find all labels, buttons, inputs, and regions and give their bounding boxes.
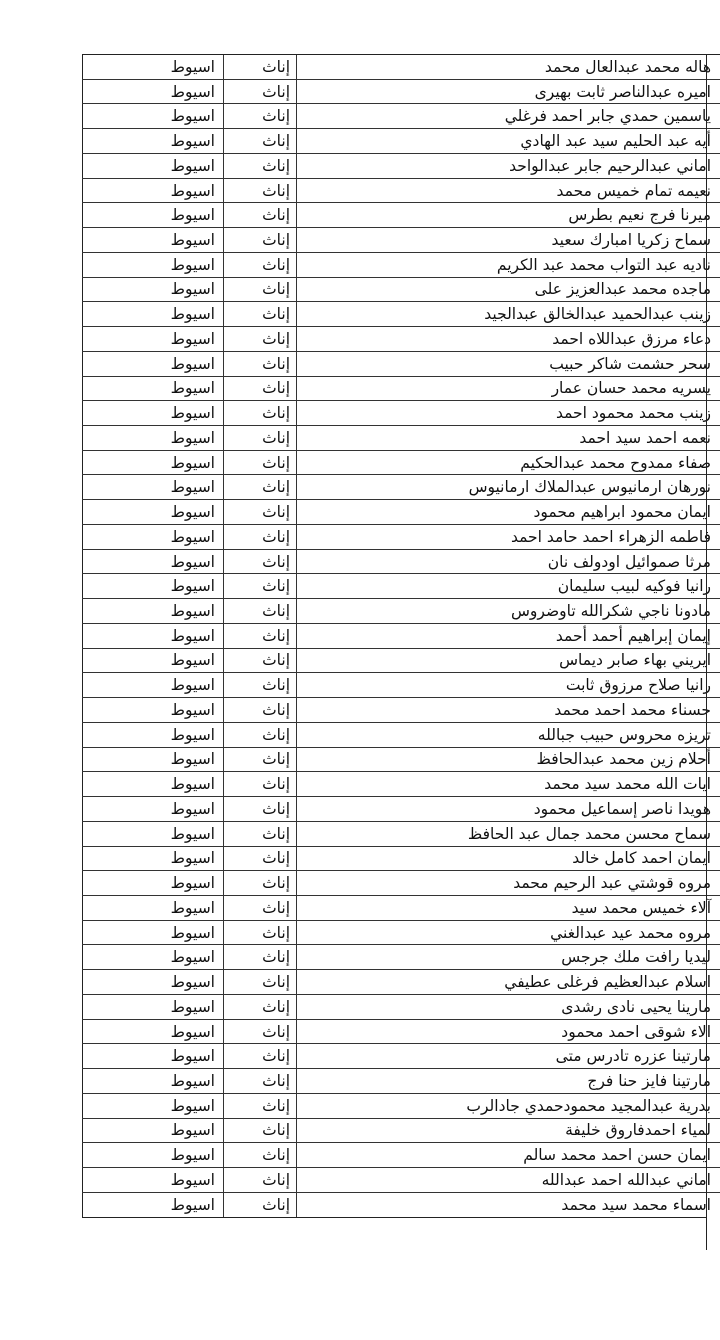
gender-cell: إناث — [224, 475, 297, 500]
gender-cell: إناث — [224, 994, 297, 1019]
name-cell: مرثا صموائيل اودولف نان — [297, 549, 720, 574]
name-cell: ايات الله محمد سيد محمد — [297, 772, 720, 797]
table-row — [83, 648, 720, 673]
governorate-cell: اسيوط — [83, 549, 224, 574]
gender-cell: إناث — [224, 1118, 297, 1143]
table-row — [83, 203, 720, 228]
name-cell: مارتينا عزره تادرس متى — [297, 1044, 720, 1069]
gender-cell: إناث — [224, 376, 297, 401]
gender-cell: إناث — [224, 673, 297, 698]
gender-cell: إناث — [224, 1143, 297, 1168]
table-row — [83, 846, 720, 871]
governorate-cell: اسيوط — [83, 698, 224, 723]
gender-cell: إناث — [224, 970, 297, 995]
table-row — [83, 129, 720, 154]
governorate-cell: اسيوط — [83, 648, 224, 673]
name-cell: زينب عبدالحميد عبدالخالق عبدالجيد — [297, 302, 720, 327]
name-cell: حسناء محمد احمد محمد — [297, 698, 720, 723]
name-cell: ايريني بهاء صابر ديماس — [297, 648, 720, 673]
gender-cell: إناث — [224, 524, 297, 549]
table-row — [83, 970, 720, 995]
gender-cell: إناث — [224, 1168, 297, 1193]
name-cell: ماجده محمد عبدالعزيز على — [297, 277, 720, 302]
name-cell: ايمان احمد كامل خالد — [297, 846, 720, 871]
governorate-cell: اسيوط — [83, 277, 224, 302]
gender-cell: إناث — [224, 327, 297, 352]
table-row — [83, 55, 720, 79]
gender-cell: إناث — [224, 945, 297, 970]
governorate-cell: اسيوط — [83, 302, 224, 327]
table-row — [83, 895, 720, 920]
governorate-cell: اسيوط — [83, 203, 224, 228]
gender-cell: إناث — [224, 821, 297, 846]
gender-cell: إناث — [224, 895, 297, 920]
governorate-cell: اسيوط — [83, 574, 224, 599]
table-row — [83, 426, 720, 451]
name-cell: نعيمه تمام خميس محمد — [297, 178, 720, 203]
governorate-cell: اسيوط — [83, 228, 224, 253]
table-row — [83, 1093, 720, 1118]
name-cell: صفاء ممدوح محمد عبدالحكيم — [297, 450, 720, 475]
name-cell: مارتينا فايز حنا فرج — [297, 1069, 720, 1094]
next-column-cropped — [706, 54, 720, 1251]
gender-cell: إناث — [224, 846, 297, 871]
table-row — [83, 351, 720, 376]
table-row — [83, 500, 720, 525]
name-cell: دعاء مرزق عبداللاه احمد — [297, 327, 720, 352]
name-cell: اماني عبدالله احمد عبدالله — [297, 1168, 720, 1193]
governorate-cell: اسيوط — [83, 376, 224, 401]
governorate-cell: اسيوط — [83, 945, 224, 970]
gender-cell: إناث — [224, 426, 297, 451]
governorate-cell: اسيوط — [83, 450, 224, 475]
governorate-cell: اسيوط — [83, 426, 224, 451]
governorate-cell: اسيوط — [83, 895, 224, 920]
name-cell: بدرية عبدالمجيد محمودحمدي جادالرب — [297, 1093, 720, 1118]
governorate-cell: اسيوط — [83, 1093, 224, 1118]
table-row — [83, 549, 720, 574]
governorate-cell: اسيوط — [83, 846, 224, 871]
table-row — [83, 797, 720, 822]
governorate-cell: اسيوط — [83, 475, 224, 500]
gender-cell: إناث — [224, 252, 297, 277]
gender-cell: إناث — [224, 722, 297, 747]
gender-cell: إناث — [224, 500, 297, 525]
names-table — [82, 55, 720, 1217]
governorate-cell: اسيوط — [83, 797, 224, 822]
governorate-cell: اسيوط — [83, 1143, 224, 1168]
table-row — [83, 994, 720, 1019]
gender-cell: إناث — [224, 203, 297, 228]
gender-cell: إناث — [224, 55, 297, 79]
name-cell: سماح محسن محمد جمال عبد الحافظ — [297, 821, 720, 846]
table-row — [83, 178, 720, 203]
name-cell: سماح زكريا امبارك سعيد — [297, 228, 720, 253]
name-cell: نعمه احمد سيد احمد — [297, 426, 720, 451]
governorate-cell: اسيوط — [83, 1019, 224, 1044]
table-row — [83, 1192, 720, 1216]
name-cell: مارينا يحيى نادى رشدى — [297, 994, 720, 1019]
name-cell: اسماء محمد سيد محمد — [561, 1195, 711, 1214]
table-row — [83, 302, 720, 327]
name-cell: رانيا فوكيه لبيب سليمان — [297, 574, 720, 599]
gender-cell: إناث — [224, 228, 297, 253]
governorate-cell: اسيوط — [83, 252, 224, 277]
name-cell: أيه عبد الحليم سيد عبد الهادي — [297, 129, 720, 154]
governorate-cell: اسيوط — [83, 129, 224, 154]
name-cell: ليديا رافت ملك جرجس — [297, 945, 720, 970]
governorate-cell: اسيوط — [83, 920, 224, 945]
name-cell: هاله محمد عبدالعال محمد — [297, 55, 720, 79]
governorate-cell: اسيوط — [83, 153, 224, 178]
table-row — [83, 401, 720, 426]
table-row — [83, 450, 720, 475]
name-cell: مروه محمد عيد عبدالغني — [297, 920, 720, 945]
name-cell: اماني عبدالرحيم جابر عبدالواحد — [297, 153, 720, 178]
governorate-cell: اسيوط — [83, 104, 224, 129]
gender-cell: إناث — [224, 1019, 297, 1044]
table-row — [83, 1118, 720, 1143]
table-row — [83, 673, 720, 698]
table-row — [83, 277, 720, 302]
governorate-cell: اسيوط — [83, 673, 224, 698]
table-row — [83, 104, 720, 129]
name-cell: أحلام زين محمد عبدالحافظ — [297, 747, 720, 772]
governorate-cell: اسيوط — [83, 1118, 224, 1143]
gender-cell: إناث — [224, 351, 297, 376]
gender-cell: إناث — [224, 747, 297, 772]
governorate-cell: اسيوط — [83, 79, 224, 104]
table-row — [83, 252, 720, 277]
governorate-cell: اسيوط — [83, 55, 224, 79]
name-cell: تريزه محروس حبيب جبالله — [297, 722, 720, 747]
table-row — [83, 1019, 720, 1044]
gender-cell: إناث — [224, 401, 297, 426]
governorate-cell: اسيوط — [83, 772, 224, 797]
governorate-cell: اسيوط — [83, 1044, 224, 1069]
table-row — [83, 945, 720, 970]
governorate-cell: اسيوط — [83, 970, 224, 995]
table-row — [83, 747, 720, 772]
governorate-cell: اسيوط — [83, 351, 224, 376]
name-cell: مادونا ناجي شكرالله تاوضروس — [297, 599, 720, 624]
table-row — [83, 772, 720, 797]
table-row — [83, 79, 720, 104]
name-cell: مروه قوشتي عبد الرحيم محمد — [297, 871, 720, 896]
gender-cell: إناث — [224, 698, 297, 723]
table-row — [83, 1044, 720, 1069]
gender-cell: إناث — [224, 1044, 297, 1069]
table-row — [83, 327, 720, 352]
table-row — [83, 722, 720, 747]
names-table-sheet — [82, 54, 711, 1218]
name-cell: آلاء خميس محمد سيد — [297, 895, 720, 920]
governorate-cell: اسيوط — [83, 1192, 224, 1216]
gender-cell: إناث — [224, 1192, 297, 1216]
governorate-cell: اسيوط — [83, 871, 224, 896]
table-row — [83, 153, 720, 178]
gender-cell: إناث — [224, 871, 297, 896]
name-cell: ياسمين حمدي جابر احمد فرغلي — [297, 104, 720, 129]
name-cell: الاء شوقى احمد محمود — [297, 1019, 720, 1044]
name-cell: ميرنا فرج نعيم بطرس — [297, 203, 720, 228]
gender-cell: إناث — [224, 129, 297, 154]
gender-cell: إناث — [224, 648, 297, 673]
governorate-cell: اسيوط — [83, 722, 224, 747]
governorate-cell: اسيوط — [83, 821, 224, 846]
governorate-cell: اسيوط — [83, 401, 224, 426]
name-cell: يسريه محمد حسان عمار — [297, 376, 720, 401]
name-cell: هويدا ناصر إسماعيل محمود — [297, 797, 720, 822]
governorate-cell: اسيوط — [83, 524, 224, 549]
name-cell: اسلام عبدالعظيم فرغلى عطيفي — [297, 970, 720, 995]
governorate-cell: اسيوط — [83, 623, 224, 648]
gender-cell: إناث — [224, 1093, 297, 1118]
gender-cell: إناث — [224, 178, 297, 203]
governorate-cell: اسيوط — [83, 994, 224, 1019]
name-cell: فاطمه الزهراء احمد حامد احمد — [297, 524, 720, 549]
name-cell: نورهان ارمانيوس عبدالملاك ارمانيوس — [297, 475, 720, 500]
table-row — [83, 1168, 720, 1193]
table-row — [83, 475, 720, 500]
name-cell: ايمان محمود ابراهيم محمود — [297, 500, 720, 525]
gender-cell: إناث — [224, 772, 297, 797]
name-cell: لمياء احمدفاروق خليفة — [297, 1118, 720, 1143]
table-row — [83, 698, 720, 723]
gender-cell: إناث — [224, 104, 297, 129]
gender-cell: إناث — [224, 797, 297, 822]
gender-cell: إناث — [224, 549, 297, 574]
table-row — [83, 871, 720, 896]
gender-cell: إناث — [224, 920, 297, 945]
name-cell: زينب محمد محمود احمد — [297, 401, 720, 426]
governorate-cell: اسيوط — [83, 1168, 224, 1193]
governorate-cell: اسيوط — [83, 327, 224, 352]
names-table-body — [83, 55, 720, 1217]
name-cell: ايمان حسن احمد محمد سالم — [297, 1143, 720, 1168]
table-row — [83, 599, 720, 624]
table-row — [83, 821, 720, 846]
governorate-cell: اسيوط — [83, 178, 224, 203]
table-row — [83, 920, 720, 945]
governorate-cell: اسيوط — [83, 500, 224, 525]
gender-cell: إناث — [224, 153, 297, 178]
gender-cell: إناث — [224, 1069, 297, 1094]
name-cell: رانيا صلاح مرزوق ثابت — [297, 673, 720, 698]
governorate-cell: اسيوط — [83, 599, 224, 624]
governorate-cell: اسيوط — [83, 1069, 224, 1094]
name-cell: اميره عبدالناصر ثابت بهيرى — [297, 79, 720, 104]
name-cell: إيمان إبراهيم أحمد أحمد — [297, 623, 720, 648]
table-row — [83, 1069, 720, 1094]
table-row — [83, 1143, 720, 1168]
gender-cell: إناث — [224, 574, 297, 599]
gender-cell: إناث — [224, 623, 297, 648]
governorate-cell: اسيوط — [83, 747, 224, 772]
gender-cell: إناث — [224, 450, 297, 475]
table-row — [83, 228, 720, 253]
table-row — [83, 376, 720, 401]
gender-cell: إناث — [224, 277, 297, 302]
name-cell: سحر حشمت شاكر حبيب — [297, 351, 720, 376]
table-row — [83, 574, 720, 599]
name-cell: ناديه عبد التواب محمد عبد الكريم — [297, 252, 720, 277]
gender-cell: إناث — [224, 302, 297, 327]
gender-cell: إناث — [224, 79, 297, 104]
table-row — [83, 524, 720, 549]
gender-cell: إناث — [224, 599, 297, 624]
table-row — [83, 623, 720, 648]
